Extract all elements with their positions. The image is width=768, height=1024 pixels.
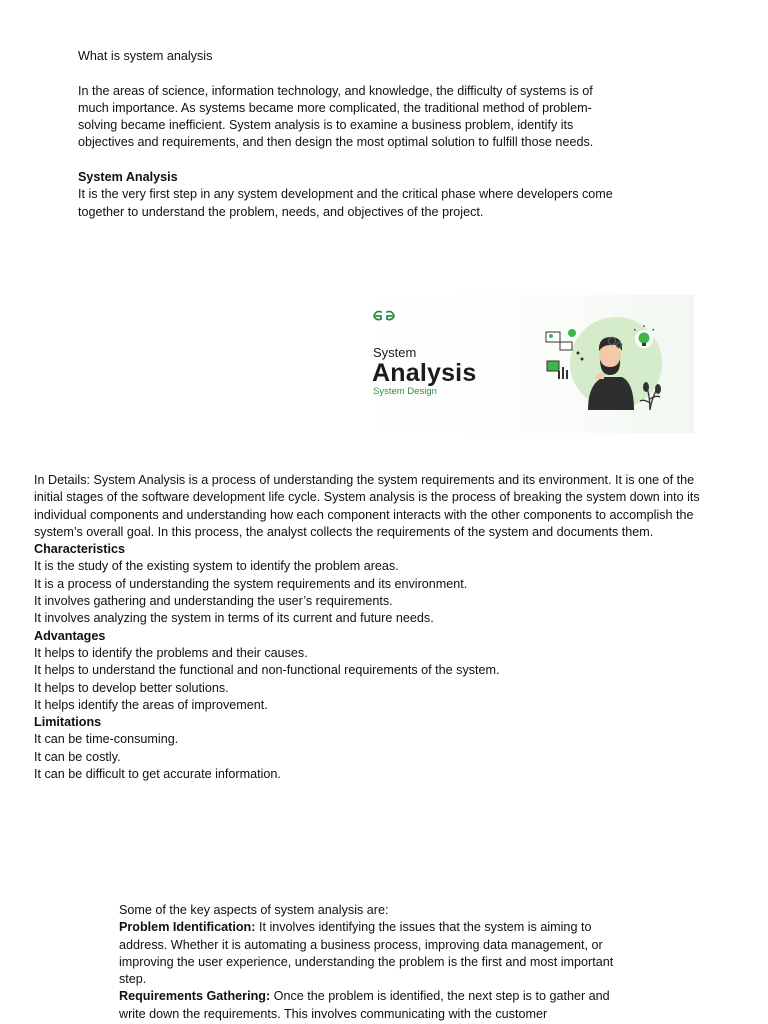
- spacer: [78, 65, 618, 82]
- advantage-item: It helps to identify the problems and their causes.: [34, 645, 308, 660]
- banner-subtitle: System Design: [373, 386, 437, 397]
- details-paragraph: In Details: System Analysis is a process of understanding the system requirements and its environment. It is one of the initial stages of the software development life cycle. System analysis is the process of breaking the system down into its individual components and understanding how each component interacts with the other components to accomplish the system’s overall goal. In this process, the analyst collects the requirements of the system and documents them.: [34, 473, 700, 539]
- characteristic-item: It is a process of understanding the system requirements and its environment.: [34, 576, 468, 591]
- spacer: [78, 152, 618, 169]
- characteristic-item: It involves gathering and understanding the user’s requirements.: [34, 594, 393, 609]
- characteristics-heading: Characteristics: [34, 542, 126, 557]
- limitation-item: It can be time-consuming.: [34, 732, 179, 747]
- key-aspects-section: [119, 902, 619, 1023]
- advantage-item: It helps identify the areas of improvement.: [34, 697, 268, 712]
- advantage-item: It helps to develop better solutions.: [34, 680, 229, 695]
- limitation-item: It can be difficult to get accurate information.: [34, 767, 281, 782]
- requirements-gathering-text: Once the problem is identified, the next step is to gather and write down the requirements. This involves communicating with the customer: [119, 989, 610, 1021]
- characteristic-item: It is the study of the existing system to identify the problem areas.: [34, 559, 399, 574]
- requirements-gathering-label: Requirements Gathering:: [119, 989, 271, 1004]
- limitations-heading: Limitations: [34, 715, 102, 730]
- details-section: [34, 472, 704, 783]
- requirements-gathering-paragraph: [119, 988, 619, 1023]
- gfg-logo-icon: [372, 308, 396, 322]
- banner-line-1: System: [373, 345, 417, 360]
- thinking-person-illustration-icon: [538, 315, 668, 415]
- limitation-item: It can be costly.: [34, 749, 121, 764]
- problem-identification-paragraph: [119, 919, 619, 988]
- system-analysis-subheading: System Analysis: [78, 170, 178, 185]
- characteristic-item: It involves analyzing the system in terms of its current and future needs.: [34, 611, 434, 626]
- problem-identification-text: It involves identifying the issues that the system is aiming to address. Whether it is automating a business process, improving data management, or improving the user experience, understanding the problem is the first and most important step.: [119, 920, 614, 987]
- banner-title: Analysis: [372, 359, 477, 387]
- aspects-intro: Some of the key aspects of system analysis are:: [119, 903, 389, 917]
- intro-section: [78, 48, 618, 221]
- problem-identification-label: Problem Identification:: [119, 920, 256, 935]
- advantages-heading: Advantages: [34, 628, 106, 643]
- intro-paragraph: In the areas of science, information technology, and knowledge, the difficulty of systems is of much importance. As systems became more complicated, the traditional method of problem-solving became inefficient. System analysis is to examine a business problem, identify its objectives and requirements, and then design the most optimal solution to fulfill those needs.: [78, 83, 594, 150]
- system-analysis-banner-image: [348, 295, 694, 433]
- system-analysis-paragraph: It is the very first step in any system development and the critical phase where developers come together to understand the problem, needs, and objectives of the project.: [78, 187, 613, 219]
- advantage-item: It helps to understand the functional and non-functional requirements of the system.: [34, 663, 500, 678]
- intro-heading: What is system analysis: [78, 49, 213, 63]
